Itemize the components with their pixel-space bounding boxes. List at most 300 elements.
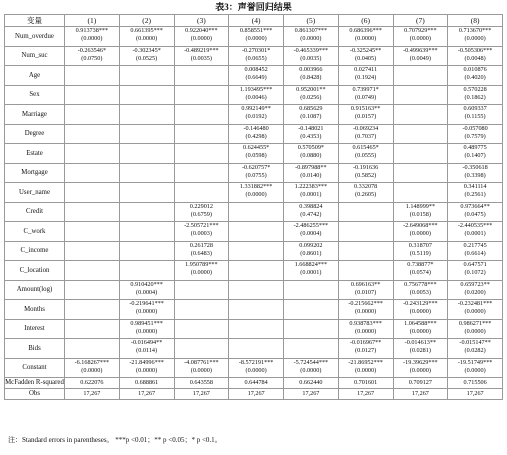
p-value: (0.0200)	[464, 288, 486, 296]
coef-cell	[284, 105, 339, 125]
coef-cell	[338, 339, 393, 359]
coef-cell	[393, 183, 448, 203]
p-value: (0.0749)	[355, 93, 377, 101]
coef-cell	[119, 389, 174, 400]
coef-cell	[448, 183, 503, 203]
coefficient-value: -0.505306***	[457, 46, 493, 54]
coef-cell	[229, 66, 284, 86]
coefficient-value: 0.715506	[463, 378, 487, 386]
coef-cell	[284, 163, 339, 183]
coef-cell	[119, 319, 174, 339]
coefficient-value: 1.193495***	[239, 85, 273, 93]
variable-name: C_income	[5, 241, 65, 261]
coef-cell	[338, 261, 393, 281]
coefficient-value: -2.486255***	[293, 222, 329, 229]
coefficient-value: 0.217745	[463, 241, 487, 249]
coef-cell	[393, 358, 448, 378]
coef-cell	[174, 378, 229, 389]
coef-cell	[174, 105, 229, 125]
coefficient-value: 0.010876	[463, 66, 487, 73]
table-row	[5, 46, 503, 66]
p-value: (0.8601)	[300, 249, 322, 257]
p-value: (0.0000)	[136, 327, 158, 335]
p-value: (0.0004)	[136, 288, 158, 296]
p-value: (0.0000)	[245, 35, 267, 43]
coef-cell	[338, 358, 393, 378]
table-row	[5, 222, 503, 242]
coef-cell	[65, 144, 120, 164]
coef-cell	[229, 300, 284, 320]
coef-cell	[174, 124, 229, 144]
coefficient-value: -21.84996***	[129, 358, 164, 366]
coefficient-value: -0.148021	[298, 124, 324, 132]
variable-name: Num_overdue	[5, 27, 65, 47]
variable-name: Degree	[5, 124, 65, 144]
coefficient-value: -5.724544***	[293, 358, 329, 366]
coefficient-value: 0.647571	[463, 261, 487, 268]
p-value: (0.0107)	[355, 288, 377, 296]
coef-cell	[448, 222, 503, 242]
table-row	[5, 378, 503, 389]
coef-cell	[448, 144, 503, 164]
coef-cell	[174, 27, 229, 47]
variable-name: User_name	[5, 183, 65, 203]
header-model-5: (5)	[284, 15, 339, 27]
coef-cell	[119, 46, 174, 66]
table-row	[5, 280, 503, 300]
coefficient-value: 0.986271***	[458, 319, 492, 327]
variable-name: Marriage	[5, 105, 65, 125]
coefficient-value: 0.318707	[408, 241, 432, 249]
coefficient-value: -0.489219***	[184, 46, 219, 54]
coef-cell	[393, 222, 448, 242]
coefficient-value: 0.709127	[408, 378, 432, 386]
coef-cell	[448, 241, 503, 261]
coefficient-value: -0.302345*	[132, 46, 161, 54]
variable-name: Amount(log)	[5, 280, 65, 300]
coefficient-value: 0.701601	[354, 378, 378, 386]
p-value: (0.0655)	[245, 54, 267, 62]
coefficient-value: 0.659723**	[460, 280, 490, 288]
coef-cell	[393, 241, 448, 261]
coef-cell	[448, 378, 503, 389]
coef-cell	[229, 105, 284, 125]
coef-cell	[174, 202, 229, 222]
variable-name: Estate	[5, 144, 65, 164]
coef-cell	[174, 319, 229, 339]
coefficient-value: 0.398824	[299, 202, 323, 210]
table-row	[5, 144, 503, 164]
coefficient-value: 0.003966	[299, 66, 323, 73]
variable-name: Age	[5, 66, 65, 86]
coef-cell	[65, 46, 120, 66]
coef-cell	[65, 66, 120, 86]
coef-cell	[448, 261, 503, 281]
regression-table	[4, 14, 503, 400]
coef-cell	[229, 124, 284, 144]
coef-cell	[119, 378, 174, 389]
coefficient-value: 0.229012	[189, 202, 213, 210]
coef-cell	[338, 183, 393, 203]
p-value: (0.7579)	[464, 132, 486, 140]
coef-cell	[284, 66, 339, 86]
coef-cell	[229, 358, 284, 378]
coef-cell	[338, 241, 393, 261]
table-row	[5, 339, 503, 359]
coefficient-value: 0.570228	[463, 85, 487, 93]
coefficient-value: 0.707929***	[404, 27, 437, 34]
coef-cell	[65, 183, 120, 203]
coef-cell	[119, 339, 174, 359]
coef-cell	[393, 85, 448, 105]
coef-cell	[338, 280, 393, 300]
p-value: (0.0405)	[355, 54, 377, 62]
p-value: (0.0755)	[245, 171, 267, 179]
p-value: (0.1155)	[464, 113, 486, 121]
coefficient-value: 0.696163**	[350, 280, 381, 288]
coef-cell	[229, 202, 284, 222]
header-variable: 变量	[5, 15, 65, 27]
p-value: (0.1087)	[300, 113, 322, 121]
coef-cell	[338, 389, 393, 400]
header-model-1: (1)	[65, 15, 120, 27]
coefficient-value: -0.243129***	[403, 300, 438, 307]
coefficient-value: -0.016494**	[130, 339, 163, 346]
p-value: (0.0035)	[300, 54, 322, 62]
coef-cell	[229, 85, 284, 105]
coefficient-value: 0.686396***	[349, 27, 382, 34]
coefficient-value: 0.662440	[299, 378, 323, 386]
table-row	[5, 202, 503, 222]
coef-cell	[229, 222, 284, 242]
coef-cell	[65, 300, 120, 320]
coef-cell	[119, 66, 174, 86]
coef-cell	[448, 280, 503, 300]
coef-cell	[393, 300, 448, 320]
p-value: (0.0281)	[409, 347, 431, 355]
table-row	[5, 300, 503, 320]
coef-cell	[393, 105, 448, 125]
header-model-3: (3)	[174, 15, 229, 27]
coef-cell	[338, 300, 393, 320]
p-value: (0.0475)	[464, 210, 486, 218]
p-value: (0.0000)	[136, 35, 158, 43]
coefficient-value: 0.739971*	[352, 85, 379, 93]
p-value: (0.0555)	[355, 152, 377, 160]
coefficient-value: 0.922040***	[185, 27, 218, 34]
coef-cell	[65, 163, 120, 183]
coefficient-value: 0.938783***	[349, 319, 382, 327]
coef-cell	[338, 27, 393, 47]
coefficient-value: 0.989451***	[130, 319, 163, 327]
table-row	[5, 105, 503, 125]
coef-cell	[284, 241, 339, 261]
coef-cell	[229, 261, 284, 281]
table-row	[5, 241, 503, 261]
variable-name: McFadden R-squared	[5, 378, 65, 389]
coef-cell	[393, 280, 448, 300]
coef-cell	[119, 183, 174, 203]
coefficient-value: -0.015147**	[459, 339, 491, 346]
coefficient-value: -0.897988**	[295, 163, 327, 171]
p-value: (0.0000)	[136, 366, 158, 374]
p-value: (0.0000)	[355, 327, 377, 335]
coef-cell	[174, 163, 229, 183]
coef-cell	[338, 163, 393, 183]
p-value: (0.0000)	[190, 366, 212, 374]
coef-cell	[393, 124, 448, 144]
coef-cell	[448, 300, 503, 320]
p-value: (0.0000)	[245, 366, 267, 374]
variable-name: Bids	[5, 339, 65, 359]
coef-cell	[65, 241, 120, 261]
p-value: (0.4353)	[300, 132, 322, 140]
p-value: (0.0192)	[245, 113, 267, 121]
coef-cell	[65, 339, 120, 359]
p-value: (0.0114)	[136, 347, 158, 355]
p-value: (0.6483)	[190, 249, 212, 257]
coef-cell	[448, 27, 503, 47]
coefficient-value: 0.661395***	[130, 27, 163, 34]
coef-cell	[119, 241, 174, 261]
coef-cell	[284, 339, 339, 359]
p-value: (0.0053)	[409, 288, 431, 296]
coefficient-value: -0.215662***	[348, 300, 383, 307]
variable-name: Interest	[5, 319, 65, 339]
table-row	[5, 261, 503, 281]
coef-cell	[393, 339, 448, 359]
coefficient-value: 0.008452	[244, 66, 268, 73]
p-value: (0.0001)	[300, 269, 322, 277]
p-value: (0.0000)	[355, 308, 377, 316]
coef-cell	[284, 202, 339, 222]
p-value: (0.0000)	[81, 35, 103, 43]
p-value: (0.0035)	[190, 54, 212, 62]
coef-cell	[65, 124, 120, 144]
coefficient-value: 17,267	[138, 389, 156, 397]
p-value: (0.7037)	[355, 132, 377, 140]
p-value: (0.0574)	[409, 269, 431, 277]
p-value: (0.0000)	[136, 308, 158, 316]
p-value: (0.0880)	[300, 152, 322, 160]
p-value: (0.1924)	[355, 74, 377, 82]
coef-cell	[119, 85, 174, 105]
coefficient-value: 17,267	[247, 389, 265, 397]
p-value: (0.4020)	[464, 74, 486, 82]
coef-cell	[229, 378, 284, 389]
p-value: (0.0000)	[464, 327, 486, 335]
coefficient-value: 1.668824***	[294, 261, 328, 268]
p-value: (0.1407)	[464, 152, 486, 160]
coef-cell	[284, 389, 339, 400]
coef-cell	[284, 300, 339, 320]
p-value: (0.6614)	[464, 249, 486, 257]
coef-cell	[119, 300, 174, 320]
coef-cell	[229, 339, 284, 359]
coefficient-value: -0.620757*	[241, 163, 271, 171]
p-value: (0.1072)	[464, 269, 486, 277]
coef-cell	[65, 389, 120, 400]
variable-name: Constant	[5, 358, 65, 378]
p-value: (0.0003)	[190, 230, 212, 238]
variable-name: Credit	[5, 202, 65, 222]
coef-cell	[174, 389, 229, 400]
coefficient-value: -19.51749***	[457, 358, 493, 366]
coef-cell	[65, 27, 120, 47]
header-model-4: (4)	[229, 15, 284, 27]
coefficient-value: -4.087761***	[184, 358, 219, 366]
coef-cell	[448, 339, 503, 359]
p-value: (0.2561)	[464, 191, 486, 199]
coef-cell	[284, 378, 339, 389]
p-value: (0.3398)	[464, 171, 486, 179]
table-body	[5, 27, 503, 400]
coef-cell	[284, 85, 339, 105]
p-value: (0.0000)	[464, 308, 486, 316]
p-value: (0.5852)	[355, 171, 377, 179]
p-value: (0.0000)	[245, 191, 267, 199]
coefficient-value: 0.756778***	[404, 280, 437, 288]
p-value: (0.0004)	[300, 230, 322, 238]
p-value: (0.0046)	[245, 93, 267, 101]
coefficient-value: -2.440535***	[457, 222, 493, 229]
table-note: 注：Standard errors in parentheses。 ***p <0.01；** p <0.05；* p <0.1。	[8, 436, 222, 444]
coefficient-value: 1.148999**	[405, 202, 436, 210]
p-value: (0.0049)	[409, 54, 431, 62]
coefficient-value: 0.615465*	[352, 144, 379, 151]
coef-cell	[119, 222, 174, 242]
coef-cell	[65, 222, 120, 242]
coef-cell	[65, 319, 120, 339]
coefficient-value: 0.644784	[244, 378, 268, 386]
coef-cell	[448, 66, 503, 86]
coef-cell	[229, 183, 284, 203]
coefficient-value: 17,267	[192, 389, 210, 397]
coef-cell	[119, 280, 174, 300]
coefficient-value: -0.465339***	[293, 46, 329, 54]
coef-cell	[174, 241, 229, 261]
table-row	[5, 163, 503, 183]
coef-cell	[338, 66, 393, 86]
p-value: (0.0256)	[300, 93, 322, 101]
coef-cell	[338, 85, 393, 105]
coefficient-value: 0.643558	[189, 378, 213, 386]
coef-cell	[284, 27, 339, 47]
coefficient-value: -0.191636	[352, 163, 379, 171]
p-value: (0.1862)	[464, 93, 486, 101]
coefficient-value: -8.572191***	[238, 358, 274, 366]
variable-name: C_location	[5, 261, 65, 281]
p-value: (0.0000)	[464, 35, 486, 43]
coefficient-value: 0.685629	[299, 105, 323, 112]
coef-cell	[393, 261, 448, 281]
coef-cell	[65, 202, 120, 222]
coef-cell	[174, 261, 229, 281]
coefficient-value: 0.861307***	[294, 27, 328, 34]
coef-cell	[284, 222, 339, 242]
p-value: (0.0000)	[355, 35, 377, 43]
coefficient-value: -0.146480	[243, 124, 269, 132]
coefficient-value: -0.499639***	[403, 46, 438, 54]
coef-cell	[284, 124, 339, 144]
p-value: (0.0000)	[190, 35, 212, 43]
coefficient-value: 0.915163**	[350, 105, 381, 112]
coefficient-value: 0.910420***	[130, 280, 163, 288]
coefficient-value: 17,267	[411, 389, 429, 397]
p-value: (0.0000)	[464, 366, 486, 374]
coef-cell	[229, 27, 284, 47]
coef-cell	[448, 389, 503, 400]
coef-cell	[448, 358, 503, 378]
coef-cell	[448, 85, 503, 105]
p-value: (0.6649)	[245, 74, 267, 82]
coef-cell	[174, 339, 229, 359]
p-value: (0.2605)	[355, 191, 377, 199]
p-value: (0.0157)	[355, 113, 377, 121]
coefficient-value: 0.992149**	[241, 105, 271, 112]
variable-name: Sex	[5, 85, 65, 105]
coef-cell	[338, 222, 393, 242]
variable-name: Obs	[5, 389, 65, 400]
coefficient-value: 1.222383***	[294, 183, 328, 190]
coef-cell	[119, 144, 174, 164]
p-value: (0.0158)	[409, 210, 431, 218]
coefficient-value: 0.332078	[354, 183, 378, 190]
p-value: (0.8428)	[300, 74, 322, 82]
p-value: (0.0000)	[409, 230, 431, 238]
coefficient-value: 0.570509*	[297, 144, 325, 151]
coefficient-value: -0.232481***	[457, 300, 493, 307]
coef-cell	[65, 85, 120, 105]
coef-cell	[174, 66, 229, 86]
variable-name: Num_suc	[5, 46, 65, 66]
coef-cell	[338, 319, 393, 339]
coefficient-value: 17,267	[357, 389, 375, 397]
p-value: (0.0000)	[409, 308, 431, 316]
p-value: (0.0127)	[355, 347, 377, 355]
coefficient-value: -0.219641***	[129, 300, 164, 307]
table-row	[5, 27, 503, 47]
p-value: (0.0000)	[409, 366, 431, 374]
coef-cell	[229, 163, 284, 183]
variable-name: Months	[5, 300, 65, 320]
coefficient-value: 0.973664**	[460, 202, 490, 210]
coefficient-value: 0.858551***	[239, 27, 273, 34]
table-row	[5, 85, 503, 105]
coefficient-value: 0.099202	[299, 241, 323, 249]
p-value: (0.0525)	[136, 54, 158, 62]
coefficient-value: 1.064588***	[404, 319, 437, 327]
coefficient-value: -0.069234	[352, 124, 379, 132]
coef-cell	[448, 319, 503, 339]
table-row	[5, 66, 503, 86]
coefficient-value: 0.609337	[463, 105, 487, 112]
p-value: (0.0140)	[300, 171, 322, 179]
coefficient-value: -19.39629***	[403, 358, 438, 366]
table-row	[5, 124, 503, 144]
coef-cell	[448, 163, 503, 183]
coef-cell	[393, 66, 448, 86]
coef-cell	[119, 261, 174, 281]
coefficient-value: 0.738877*	[407, 261, 434, 268]
coef-cell	[174, 85, 229, 105]
p-value: (0.0000)	[409, 327, 431, 335]
coefficient-value: 17,267	[302, 389, 320, 397]
p-value: (0.5119)	[409, 249, 431, 257]
table-row	[5, 358, 503, 378]
coef-cell	[119, 105, 174, 125]
coefficient-value: 1.331882***	[239, 183, 273, 190]
